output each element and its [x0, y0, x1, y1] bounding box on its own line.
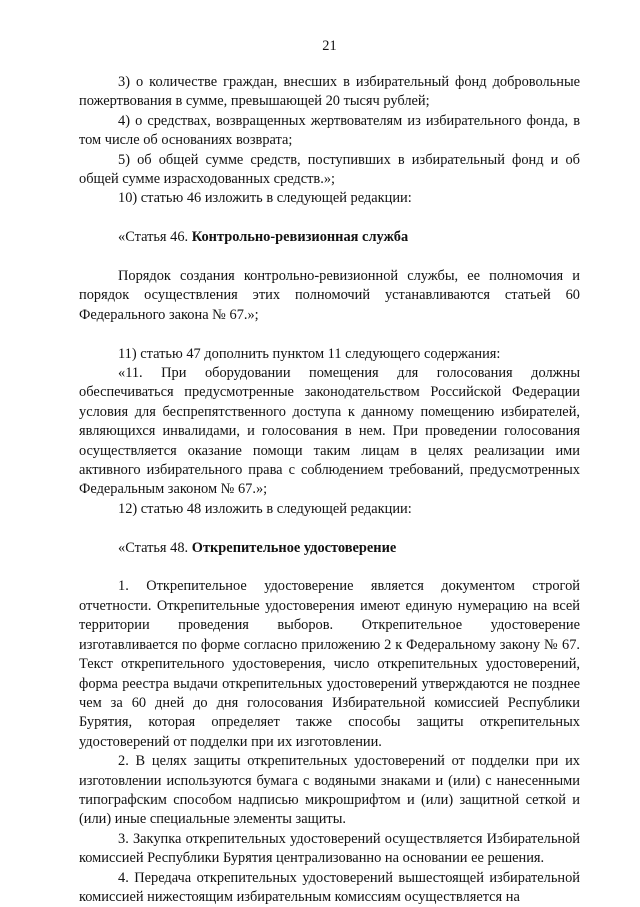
article-48-point-1: 1. Открепительное удостоверение является документом строгой отчетности. Открепительные удостоверения имеют единую нумерацию на всей территории проведения выборов. Открепительное удостоверение изготавливается по форме согласно приложению 2 к Федеральному закону № 67. Текст открепительного удостоверения, число открепительных удостоверений, форма реестра выдачи открепительных удостоверений утверждаются не позднее чем за 60 дней до дня голосования Избирательной комиссией Республики Бурятия, которая определяет также способы защиты открепительных удостоверений от подделки при их изготовлении. — [79, 578, 580, 750]
paragraph-point-11: «11. При оборудовании помещения для голосования должны обеспечиваться предусмотренные законодательством Российской Федерации условия для беспрепятственного доступа к данному помещению избирателей, являющихся инвалидами, и голосования в нем. При проведении голосования осуществляется оказание помощи таким лицам в целях реализации ими активного избирательного права с соблюдением требований, предусмотренных Федеральным законом № 67.»; — [79, 365, 580, 498]
page-number: 21 — [322, 38, 337, 54]
paragraph-amendment-11: 11) статью 47 дополнить пунктом 11 следующего содержания: — [118, 345, 501, 362]
paragraph-item-3: 3) о количестве граждан, внесших в избирательный фонд добровольные пожертвования в сумме, превышающей 20 тысяч рублей; — [79, 74, 580, 110]
article-48-point-2: 2. В целях защиты открепительных удостоверений от подделки при их изготовлении используются бумага с водяными знаками и (или) с нанесенными типографским способом надписью микрошрифтом и (или) защитной сеткой и (или) иные специальные элементы защиты. — [79, 753, 580, 828]
paragraph-amendment-12: 12) статью 48 изложить в следующей редакции: — [118, 500, 412, 517]
article-48-point-3: 3. Закупка открепительных удостоверений осуществляется Избирательной комиссией Республики Бурятия централизованно на основании ее решения. — [79, 830, 580, 867]
paragraph-amendment-10: 10) статью 46 изложить в следующей редакции: — [118, 190, 412, 207]
article-48-number: «Статья 48. — [118, 539, 192, 556]
article-48-heading — [79, 539, 580, 558]
article-46-title: Контрольно-ревизионная служба — [191, 229, 409, 246]
article-48-title: Открепительное удостоверение — [191, 539, 397, 556]
paragraph-item-4: 4) о средствах, возвращенных жертвователям из избирательного фонда, в том числе об основаниях возврата; — [79, 112, 580, 149]
paragraph-item-5: 5) об общей сумме средств, поступивших в избирательный фонд и об общей сумме израсходованных средств.»; — [79, 151, 580, 188]
article-46-heading — [79, 228, 580, 247]
article-46-number: «Статья 46. — [118, 229, 192, 246]
article-48-point-4: 4. Передача открепительных удостоверений вышестоящей избирательной комиссией нижестоящим избирательным комиссиям осуществляется на — [79, 869, 580, 905]
article-46-text: Порядок создания контрольно-ревизионной службы, ее полномочия и порядок осуществления этих полномочий устанавливаются статьей 60 Федерального закона № 67.»; — [79, 268, 580, 323]
